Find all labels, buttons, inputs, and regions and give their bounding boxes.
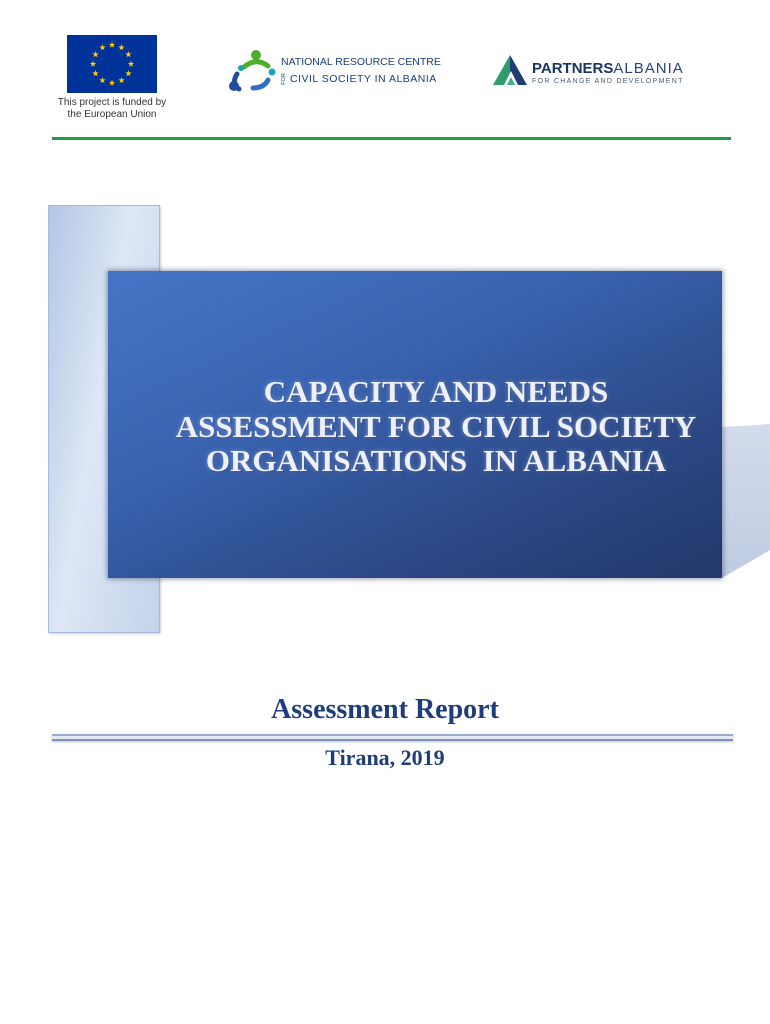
partners-logo-name bbox=[532, 61, 684, 77]
report-title-line-2: ASSESSMENT FOR CIVIL SOCIETY bbox=[175, 408, 697, 444]
report-title-line-3: ORGANISATIONS IN ALBANIA bbox=[205, 443, 667, 478]
nrc-icon-green-arm bbox=[244, 62, 268, 67]
triangle-mountain-icon bbox=[492, 54, 528, 86]
partners-logo-name-light: ALBANIA bbox=[613, 60, 684, 77]
people-circle-icon bbox=[226, 46, 276, 92]
eu-funding-line-2: the European Union bbox=[67, 109, 157, 120]
nrc-logo-line-2: CIVIL SOCIETY IN ALBANIA bbox=[290, 73, 437, 85]
nrc-logo-prefix: FOR bbox=[280, 73, 287, 85]
report-subtitle: Assessment Report bbox=[271, 694, 499, 725]
right-decorative-polygon bbox=[722, 424, 770, 578]
subtitle-divider bbox=[52, 734, 733, 741]
partners-logo-tagline: FOR CHANGE AND DEVELOPMENT bbox=[532, 78, 684, 85]
nrc-logo-line-1: NATIONAL RESOURCE CENTRE bbox=[281, 56, 441, 68]
partners-logo-name-bold: PARTNERS bbox=[532, 60, 614, 77]
nrc-icon-right-arc bbox=[253, 80, 268, 88]
header-divider bbox=[52, 137, 731, 140]
report-title bbox=[150, 375, 722, 479]
report-title-line-1: CAPACITY AND NEEDS bbox=[263, 374, 609, 409]
nrc-icon-right-head bbox=[269, 69, 276, 76]
nrc-icon-blue-head bbox=[229, 81, 239, 91]
nrc-icon-green-head bbox=[251, 50, 261, 60]
nrc-icon-teal-head bbox=[238, 65, 244, 71]
right-decorative-shape bbox=[722, 424, 770, 580]
eu-funding-line-1: This project is funded by bbox=[57, 97, 167, 108]
eu-flag bbox=[67, 35, 157, 93]
place-and-date: Tirana, 2019 bbox=[325, 745, 445, 770]
